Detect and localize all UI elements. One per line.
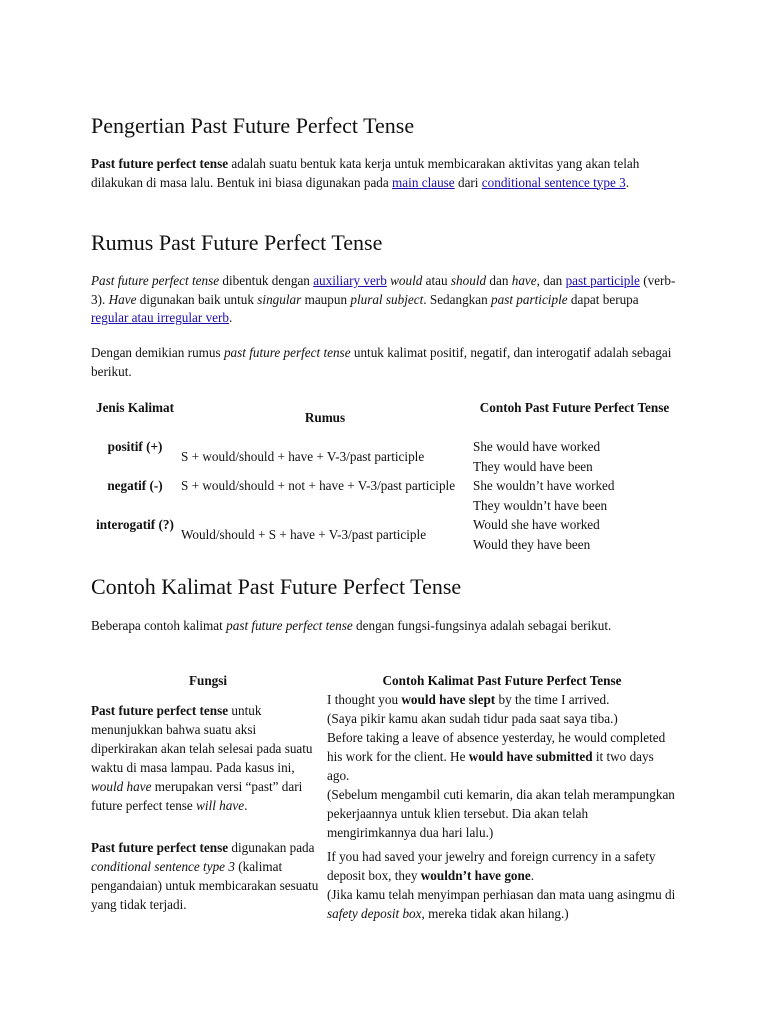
table-cell-formula: S + would/should + have + V-3/past participle [181, 449, 425, 464]
table-header-contoh-kalimat: Contoh Kalimat Past Future Perfect Tense [382, 673, 622, 688]
link-conditional-sentence[interactable]: conditional sentence type 3 [481, 174, 626, 190]
link-main-clause[interactable]: main clause [392, 174, 455, 190]
section-heading-pengertian: Pengertian Past Future Perfect Tense [91, 113, 415, 138]
link-past-participle[interactable]: past participle [565, 273, 640, 288]
table-header-rumus: Rumus [304, 410, 346, 425]
table-header-contoh: Contoh Past Future Perfect Tense [479, 400, 670, 415]
table-cell-type: interogatif (?) [96, 517, 174, 532]
section-heading-contoh: Contoh Kalimat Past Future Perfect Tense [91, 574, 462, 599]
term-bold: Past future perfect tense [91, 156, 229, 171]
table-header-jenis: Jenis Kalimat [95, 400, 175, 415]
table-cell-example: She wouldn’t have worked They wouldn’t have been [473, 478, 615, 513]
table-cell-type: positif (+) [107, 439, 163, 454]
table-cell-example: Would she have worked Would they have been [473, 517, 600, 552]
paragraph-definition: Past future perfect tense adalah suatu bentuk kata kerja untuk membicarakan aktivitas yang akan telah dilakukan di masa lalu. Bentuk ini biasa digunakan pada main clause dari conditional sentence type 3. [91, 156, 640, 190]
section-heading-rumus: Rumus Past Future Perfect Tense [91, 230, 383, 255]
paragraph-contoh-intro: Beberapa contoh kalimat past future perfect tense dengan fungsi-fungsinya adalah sebagai berikut. [91, 618, 612, 633]
table-cell-example: She would have worked They would have been [473, 439, 601, 474]
table-cell-type: negatif (-) [107, 478, 163, 493]
table-cell-contoh: If you had saved your jewelry and foreign currency in a safety deposit box, they wouldn’t have gone. (Jika kamu telah menyimpan perhiasan dan mata uang asingmu di safety deposit box, mereka tidak akan hilang.) [327, 849, 676, 921]
paragraph-rumus: Past future perfect tense dibentuk dengan auxiliary verb would atau should dan have, dan past participle (verb-3). Have digunakan baik untuk singular maupun plural subject. Sedangkan past participle dapat berupa regular atau irregular verb. [91, 273, 676, 325]
paragraph-rumus-intro: Dengan demikian rumus past future perfect tense untuk kalimat positif, negatif, dan interogatif adalah sebagai berikut. [91, 345, 672, 379]
table-cell-fungsi: Past future perfect tense untuk menunjukkan bahwa suatu aksi diperkirakan akan telah selesai pada suatu waktu di masa lampau. Pada kasus ini, would have merupakan versi “past” dari future perfect tense will have. [91, 703, 313, 813]
link-auxiliary-verb[interactable]: auxiliary verb [313, 273, 387, 288]
link-regular-irregular-verb[interactable]: regular atau irregular verb [91, 310, 230, 325]
table-cell-fungsi: Past future perfect tense digunakan pada conditional sentence type 3 (kalimat pengandaian) untuk membicarakan sesuatu yang tidak terjadi. [91, 840, 319, 912]
table-header-fungsi: Fungsi [188, 673, 228, 688]
table-cell-formula: Would/should + S + have + V-3/past participle [181, 527, 427, 542]
table-cell-formula: S + would/should + not + have + V-3/past participle [181, 478, 456, 493]
table-cell-contoh: I thought you would have slept by the time I arrived. (Saya pikir kamu akan sudah tidur pada saat saya tiba.) Before taking a leave of absence yesterday, he would completed his work for the client. He would have submitted it two days ago. (Sebelum mengambil cuti kemarin, dia akan telah merampungkan pekerjaannya untuk klien tersebut. Dia akan telah mengirimkannya dua hari lalu.) [327, 692, 675, 840]
